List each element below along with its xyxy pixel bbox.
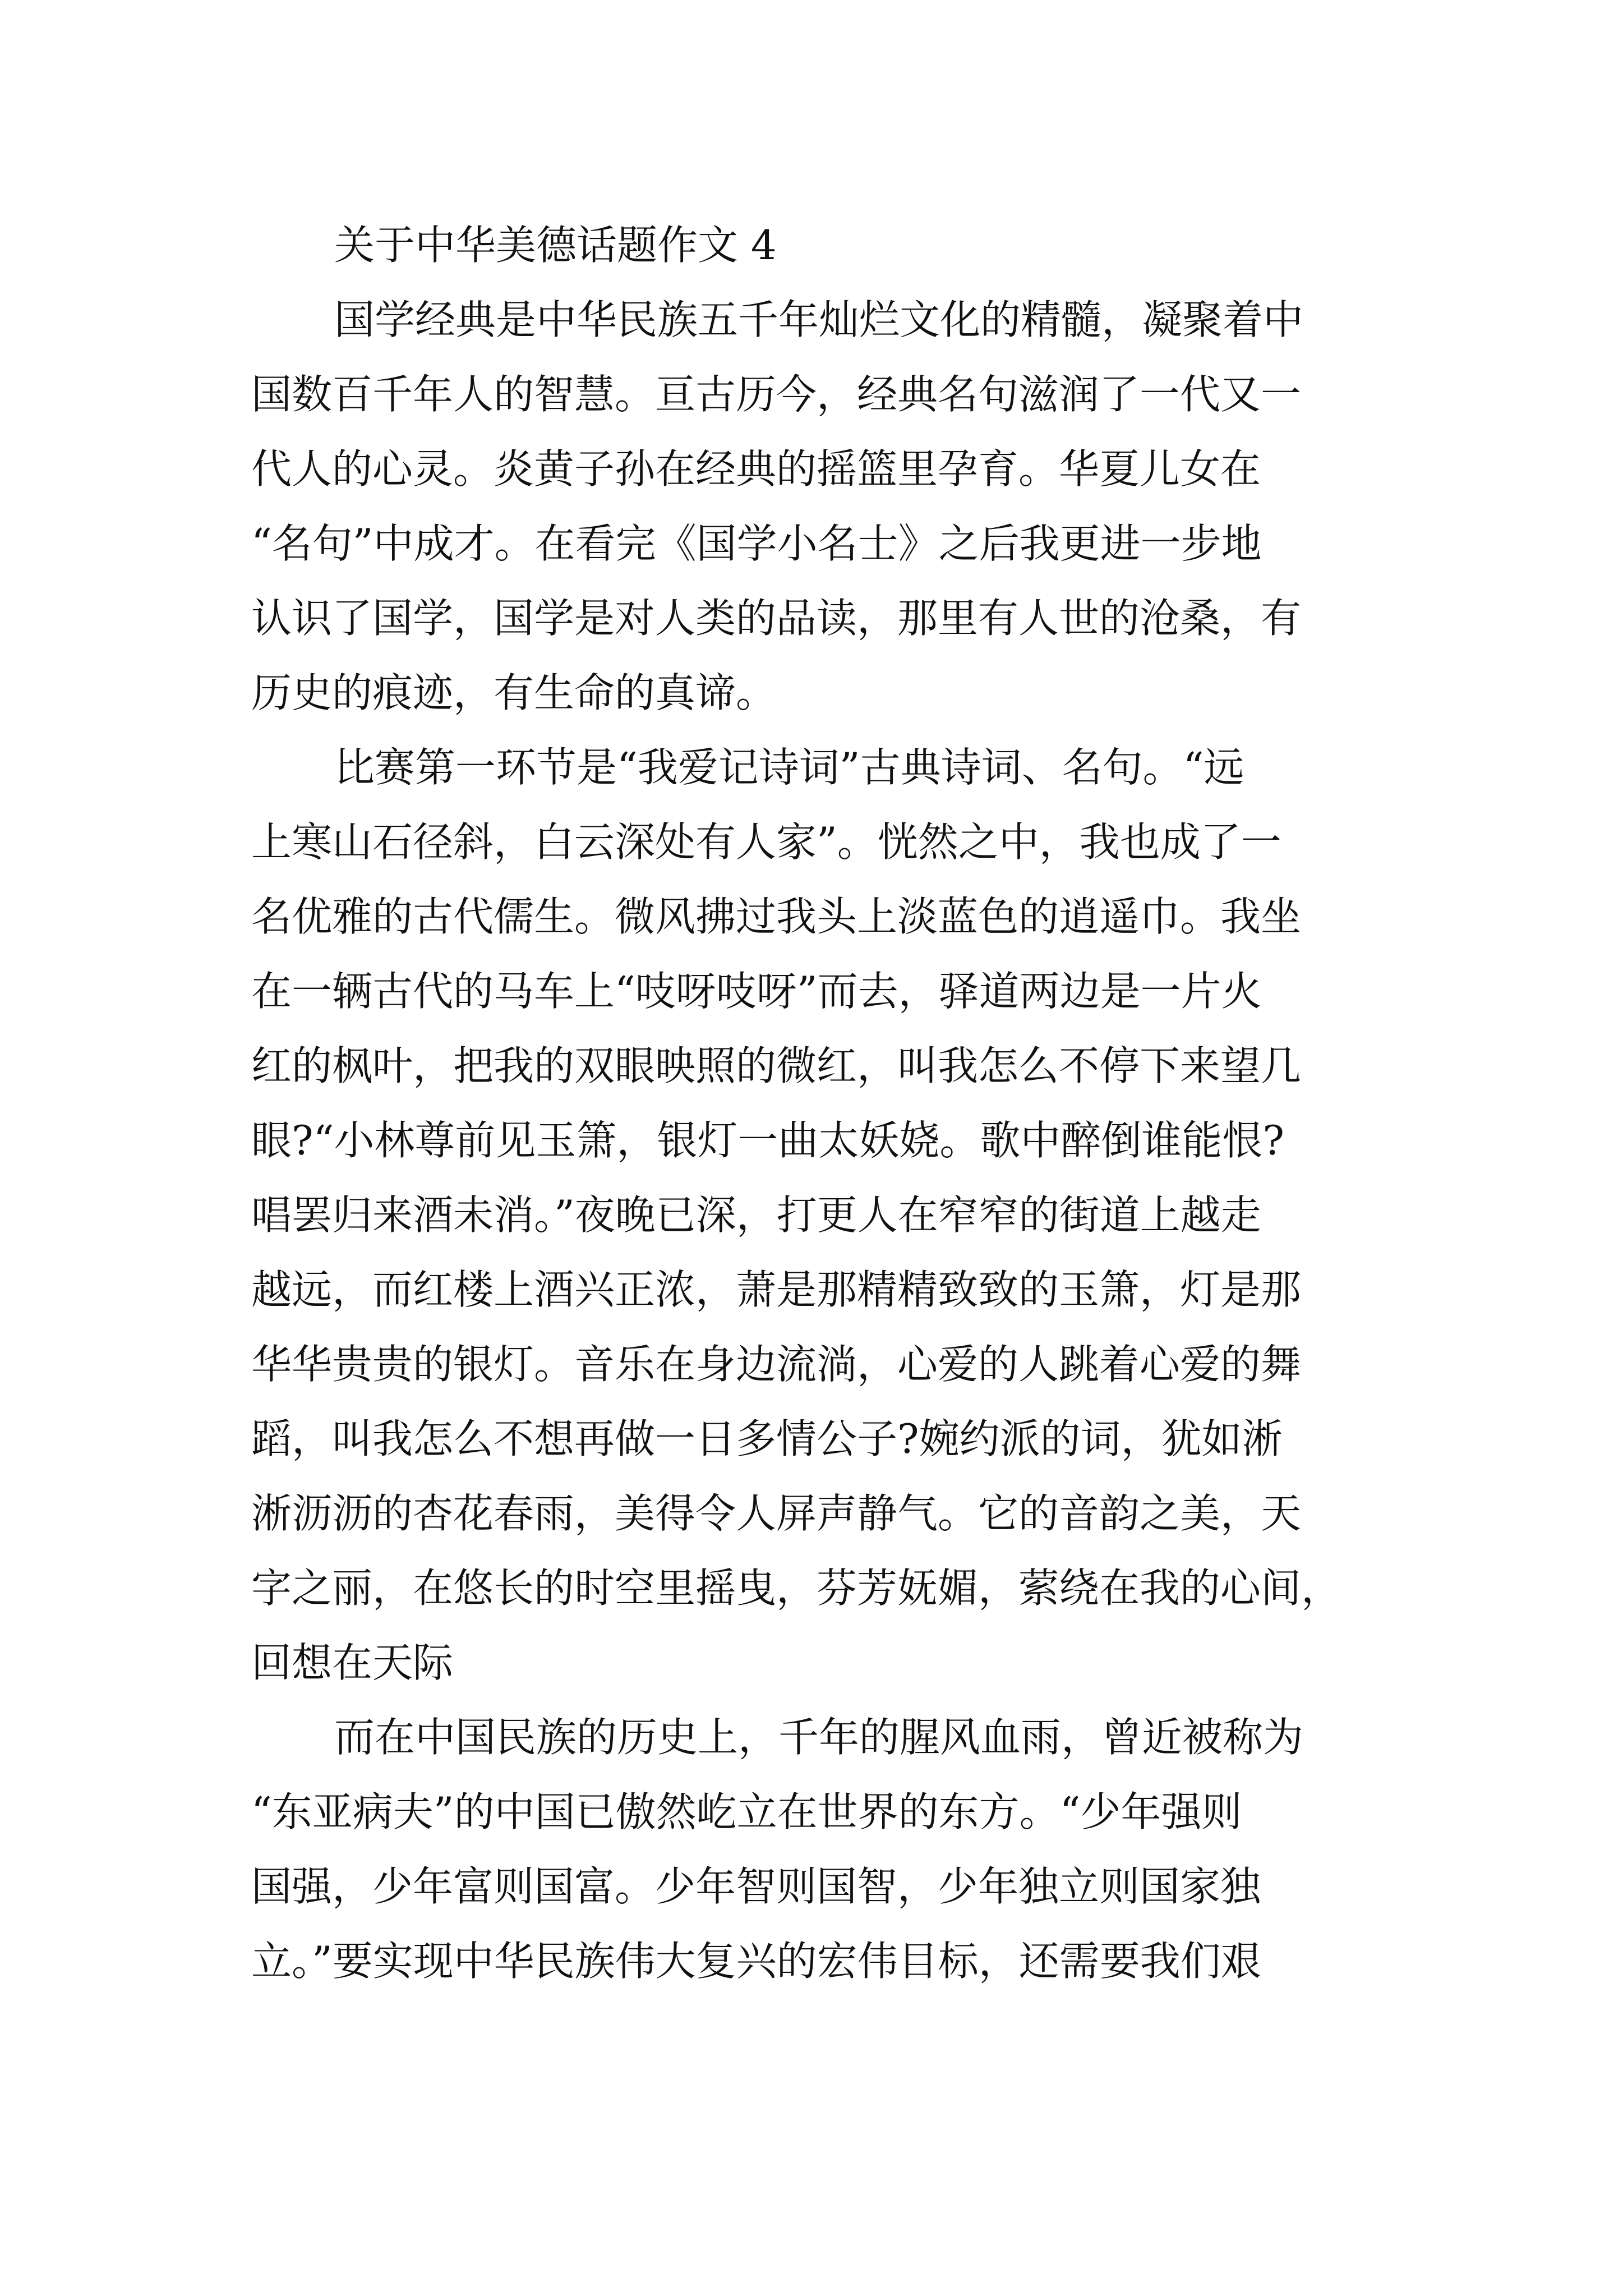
paragraph-line: 历史的痕迹，有生命的真谛。	[251, 669, 777, 716]
paragraph-line: 红的枫叶，把我的双眼映照的微红，叫我怎么不停下来望几	[251, 1042, 1302, 1089]
paragraph-line: “名句”中成才。在看完《国学小名士》之后我更进一步地	[251, 520, 1262, 567]
paragraph-line: 认识了国学，国学是对人类的品读，那里有人世的沧桑，有	[251, 595, 1302, 642]
paragraph-line: 在一辆古代的马车上“吱呀吱呀”而去，驿道两边是一片火	[251, 968, 1262, 1015]
paragraph-line: 唱罢归来酒未消。”夜晚已深，打更人在窄窄的街道上越走	[251, 1191, 1261, 1239]
paragraph-line: 代人的心灵。炎黄子孙在经典的摇篮里孕育。华夏儿女在	[251, 445, 1261, 493]
paragraph-line: 比赛第一环节是“我爱记诗词”古典诗词、名句。“远	[334, 744, 1244, 791]
paragraph-line: 回想在天际	[251, 1639, 454, 1686]
paragraph-line: 字之丽，在悠长的时空里摇曳，芬芳妩媚，萦绕在我的心间，	[251, 1565, 1342, 1612]
paragraph-line: 名优雅的古代儒生。微风拂过我头上淡蓝色的逍遥巾。我坐	[251, 893, 1302, 940]
paragraph-line: “东亚病夫”的中国已傲然屹立在世界的东方。“少年强则	[251, 1788, 1242, 1835]
document-title: 关于中华美德话题作文 4	[334, 222, 777, 269]
paragraph-line: 而在中国民族的历史上，千年的腥风血雨，曾近被称为	[334, 1714, 1304, 1761]
paragraph-line: 蹈，叫我怎么不想再做一日多情公子?婉约派的词，犹如淅	[251, 1415, 1283, 1462]
paragraph-line: 眼?“小林尊前见玉箫，银灯一曲太妖娆。歌中醉倒谁能恨?	[251, 1117, 1285, 1164]
paragraph-line: 上寒山石径斜，白云深处有人家”。恍然之中，我也成了一	[251, 818, 1281, 866]
paragraph-line: 华华贵贵的银灯。音乐在身边流淌，心爱的人跳着心爱的舞	[251, 1341, 1302, 1388]
paragraph-line: 国学经典是中华民族五千年灿烂文化的精髓，凝聚着中	[334, 296, 1304, 343]
paragraph-line: 淅沥沥的杏花春雨，美得令人屏声静气。它的音韵之美，天	[251, 1490, 1302, 1537]
paragraph-line: 国数百千年人的智慧。亘古历今，经典名句滋润了一代又一	[251, 371, 1302, 418]
paragraph-line: 国强，少年富则国富。少年智则国智，少年独立则国家独	[251, 1863, 1261, 1910]
paragraph-line: 立。”要实现中华民族伟大复兴的宏伟目标，还需要我们艰	[251, 1938, 1261, 1985]
paragraph-line: 越远，而红楼上酒兴正浓，萧是那精精致致的玉箫，灯是那	[251, 1266, 1302, 1313]
